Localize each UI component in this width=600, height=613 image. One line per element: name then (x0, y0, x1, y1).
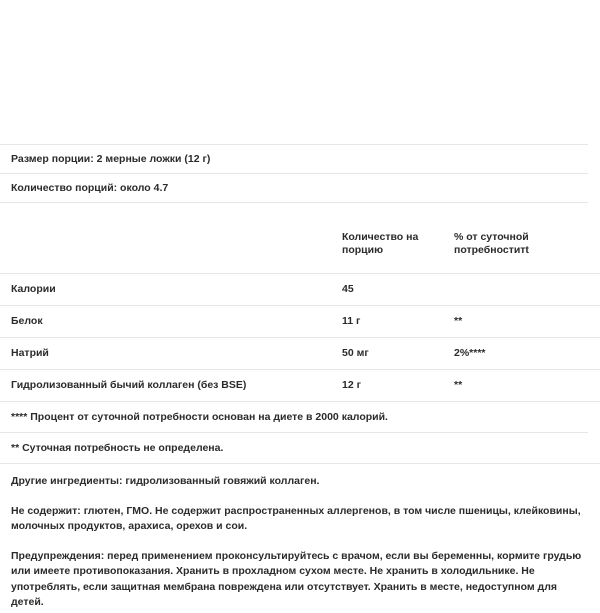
nutrient-daily-value: ** (454, 315, 463, 327)
nutrient-name: Гидролизованный бычий коллаген (без BSE) (11, 379, 247, 391)
table-row (0, 274, 600, 306)
top-spacer (0, 0, 600, 144)
nutrient-amount: 12 г (342, 379, 361, 391)
nutrition-facts-table (0, 221, 600, 401)
other-ingredients-paragraph: Другие ингредиенты: гидролизованный говяжий коллаген. (11, 475, 320, 487)
nutrient-name: Натрий (11, 347, 49, 359)
nutrient-daily-value: 2%**** (454, 347, 486, 359)
nutrient-amount: 11 г (342, 315, 361, 327)
additional-info-block (0, 463, 600, 613)
table-row (0, 370, 600, 402)
header-gap (0, 203, 600, 221)
allergen-free-paragraph: Не содержит: глютен, ГМО. Не содержит распространенных аллергенов, в том числе пшеницы, клейковины, молочных продуктов, арахиса, орехов и сои. (11, 504, 581, 532)
table-row (0, 338, 600, 370)
serving-size-row: Размер порции: 2 мерные ложки (12 г) (11, 153, 211, 165)
nutrient-daily-value: ** (454, 379, 463, 391)
nutrient-name: Калории (11, 283, 56, 295)
nutrient-name: Белок (11, 315, 43, 327)
column-header-percent-daily-value: % от суточной потребноститt (454, 231, 529, 256)
column-header-amount-per-serving: Количество на порцию (342, 231, 419, 256)
servings-per-container-row: Количество порций: около 4.7 (11, 182, 169, 194)
footnote-daily-value-basis: **** Процент от суточной потребности основан на диете в 2000 калорий. (0, 401, 600, 432)
table-row (0, 306, 600, 338)
nutrient-amount: 45 (342, 283, 354, 295)
table-header-row (0, 221, 600, 274)
nutrient-daily-value (454, 274, 600, 306)
nutrient-amount: 50 мг (342, 347, 369, 359)
table-body (0, 274, 600, 402)
column-header-nutrient (0, 221, 342, 274)
warnings-paragraph: Предупреждения: перед применением проконсультируйтесь с врачом, если вы беременны, кормите грудью или имеете противопоказания. Хранить в прохладном сухом месте. Не хранить в холодильнике. Не употреблять, если защитная мембрана повреждена или отсутствует. Хранить в месте, недоступном для детей. (11, 549, 582, 608)
table-header (0, 221, 600, 274)
footnote-daily-value-not-established: ** Суточная потребность не определена. (11, 442, 224, 454)
